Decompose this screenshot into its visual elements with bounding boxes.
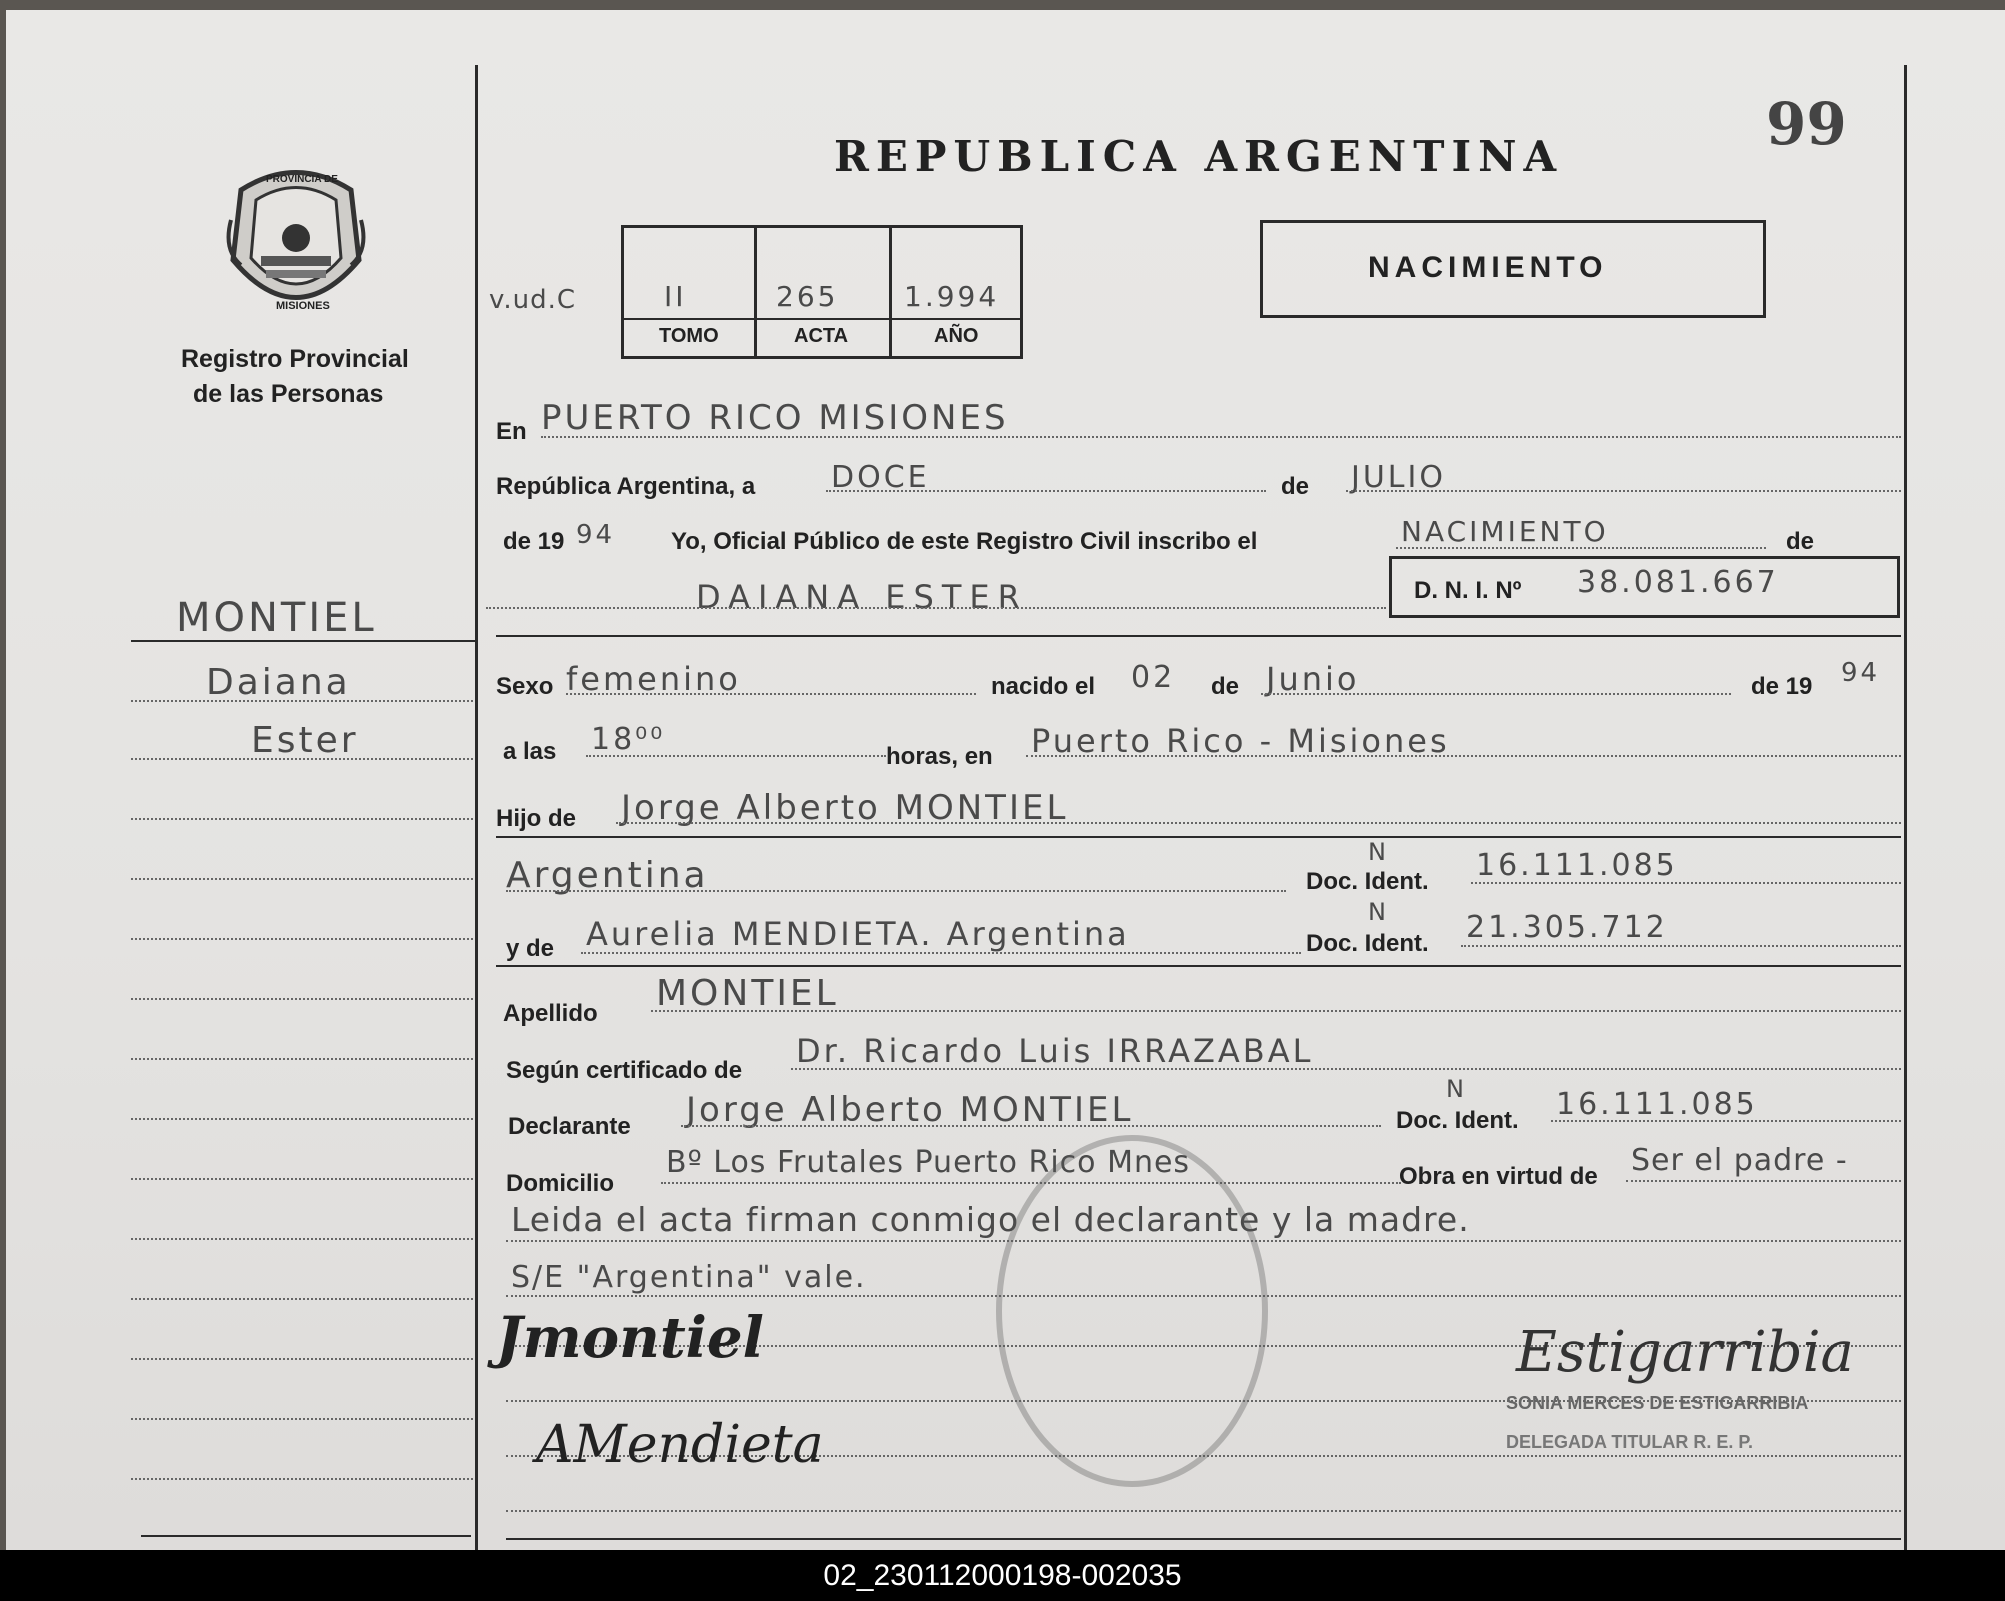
domicilio-line <box>661 1182 1401 1184</box>
province-seal <box>221 160 371 325</box>
country-title: REPUBLICA ARGENTINA <box>834 132 1564 181</box>
mother-signature: AMendieta <box>536 1415 824 1475</box>
birth-year: 94 <box>1841 658 1881 688</box>
birth-de-label: de <box>1211 673 1240 700</box>
certificate-line <box>791 1068 1901 1070</box>
sexo-label: Sexo <box>496 673 554 700</box>
birth-day: 02 <box>1131 660 1176 695</box>
margin-line <box>131 1418 473 1420</box>
birth-year-prefix: de 19 <box>1751 673 1813 700</box>
signature-line <box>506 1510 1901 1512</box>
mother-doc-nro: N <box>1368 898 1389 926</box>
father-doc-nro: N <box>1368 838 1389 866</box>
father-doc: 16.111.085 <box>1476 848 1678 883</box>
section-rule <box>496 635 1901 637</box>
acta-label: ACTA <box>794 325 849 347</box>
margin-line <box>131 1358 473 1360</box>
father-nationality: Argentina <box>506 855 709 896</box>
document-page <box>6 10 2005 1550</box>
declarante-value: Jorge Alberto MONTIEL <box>686 1090 1134 1130</box>
acta-value: 265 <box>776 280 839 313</box>
margin-line <box>131 700 473 702</box>
horas-label: horas, en <box>886 743 993 770</box>
file-id-caption: 02_230112000198-002035 <box>0 1550 2005 1601</box>
birth-place-line <box>1026 755 1901 757</box>
en-label: En <box>496 418 527 445</box>
declarante-doc: 16.111.085 <box>1556 1087 1758 1122</box>
margin-line <box>131 878 473 880</box>
father-name: Jorge Alberto MONTIEL <box>621 788 1069 828</box>
margin-line <box>131 1058 473 1060</box>
margin-first-name: Daiana <box>206 662 351 703</box>
dni-box <box>1389 556 1900 618</box>
birth-month: Junio <box>1266 660 1360 698</box>
father-doc-line <box>1471 882 1901 884</box>
margin-line <box>131 1118 473 1120</box>
segun-label: Según certificado de <box>506 1057 743 1084</box>
day-value: DOCE <box>831 460 930 495</box>
certificate-value: Dr. Ricardo Luis IRRAZABAL <box>796 1032 1314 1070</box>
birth-month-line <box>1261 693 1731 695</box>
declarante-doc-nro: N <box>1446 1075 1467 1103</box>
declarante-label: Declarante <box>508 1113 631 1140</box>
event-line <box>1396 547 1766 549</box>
year-value: 94 <box>576 520 616 550</box>
margin-line <box>131 758 473 760</box>
official-stamp-name: SONIA MERCES DE ESTIGARRIBIA <box>1506 1393 1809 1413</box>
month-de-label: de <box>1281 473 1310 500</box>
obra-value: Ser el padre - <box>1631 1143 1848 1178</box>
day-line <box>826 490 1266 492</box>
left-column-border <box>475 65 478 1550</box>
margin-line <box>131 998 473 1000</box>
name-value: DAIANA ESTER <box>696 578 1028 616</box>
official-signature: Estigarribia <box>1516 1320 1854 1385</box>
note-line-2: S/E "Argentina" vale. <box>511 1260 867 1295</box>
sexo-line <box>566 693 976 695</box>
registry-table <box>621 225 1023 359</box>
tomo-label: TOMO <box>659 325 719 347</box>
nacido-label: nacido el <box>991 673 1096 700</box>
father-line <box>616 822 1901 824</box>
event-de-label: de <box>1786 528 1815 555</box>
office-line-2: de las Personas <box>193 380 384 408</box>
sexo-value: femenino <box>566 660 741 698</box>
margin-second-name: Ester <box>251 720 359 761</box>
declarante-line <box>681 1125 1381 1127</box>
hour-value: 18⁰⁰ <box>591 722 666 757</box>
father-doc-label: Doc. Ident. <box>1306 868 1429 895</box>
obra-label: Obra en virtud de <box>1399 1163 1598 1190</box>
hour-line <box>586 755 886 757</box>
domicilio-label: Domicilio <box>506 1170 615 1197</box>
margin-line <box>131 1478 473 1480</box>
mother-name: Aurelia MENDIETA. Argentina <box>586 915 1130 953</box>
registry-annotation: v.ud.C <box>489 285 577 315</box>
official-text: Yo, Oficial Público de este Registro Civil inscribo el <box>671 528 1258 555</box>
father-nationality-line <box>506 890 1286 892</box>
parents-rule <box>496 836 1901 838</box>
birth-place: Puerto Rico - Misiones <box>1031 722 1450 760</box>
office-line-1: Registro Provincial <box>181 345 409 373</box>
mother-line <box>581 952 1301 954</box>
declarante-doc-label: Doc. Ident. <box>1396 1107 1519 1134</box>
mother-doc: 21.305.712 <box>1466 910 1668 945</box>
official-round-stamp <box>996 1135 1268 1487</box>
en-line <box>541 436 1901 438</box>
dni-label: D. N. I. Nº <box>1414 577 1522 604</box>
seal-bottom-text: MISIONES <box>276 300 330 312</box>
year-prefix: de 19 <box>503 528 565 555</box>
margin-line <box>131 1178 473 1180</box>
dni-value: 38.081.667 <box>1577 565 1779 600</box>
apellido-value: MONTIEL <box>656 973 839 1014</box>
en-value: PUERTO RICO MISIONES <box>541 398 1009 438</box>
declarant-signature: Jmontiel <box>496 1305 764 1371</box>
republica-label: República Argentina, a <box>496 473 756 500</box>
note-line-1: Leida el acta firman conmigo el declarante y la madre. <box>511 1200 1470 1239</box>
ano-value: 1.994 <box>904 280 1000 313</box>
record-type: NACIMIENTO <box>1368 251 1608 284</box>
mother-doc-label: Doc. Ident. <box>1306 930 1429 957</box>
mother-rule <box>496 965 1901 967</box>
margin-bottom-rule <box>141 1535 471 1537</box>
apellido-label: Apellido <box>503 1000 598 1027</box>
month-value: JULIO <box>1351 460 1446 495</box>
margin-line <box>131 938 473 940</box>
margin-surname: MONTIEL <box>176 595 377 641</box>
margin-line <box>131 1238 473 1240</box>
apellido-line <box>651 1010 1901 1012</box>
domicilio-value: Bº Los Frutales Puerto Rico Mnes <box>666 1145 1191 1180</box>
record-type-box <box>1260 220 1766 318</box>
official-stamp-title: DELEGADA TITULAR R. E. P. <box>1506 1432 1754 1452</box>
ano-label: AÑO <box>934 325 979 347</box>
event-value: NACIMIENTO <box>1401 515 1609 548</box>
seal-top-text: PROVINCIA DE <box>266 174 338 185</box>
margin-line <box>131 1298 473 1300</box>
mother-doc-line <box>1461 945 1901 947</box>
page-number: 99 <box>1766 90 1847 158</box>
month-line <box>1346 490 1901 492</box>
name-line <box>486 607 1386 609</box>
declarante-doc-line <box>1551 1120 1901 1122</box>
obra-line <box>1626 1180 1901 1182</box>
a-las-label: a las <box>503 738 557 765</box>
y-de-label: y de <box>506 935 555 962</box>
tomo-value: II <box>664 280 687 313</box>
margin-line <box>131 818 473 820</box>
hijo-label: Hijo de <box>496 805 577 832</box>
margin-rule <box>131 640 476 642</box>
bottom-rule <box>506 1538 1901 1540</box>
right-page-border <box>1904 65 1907 1550</box>
